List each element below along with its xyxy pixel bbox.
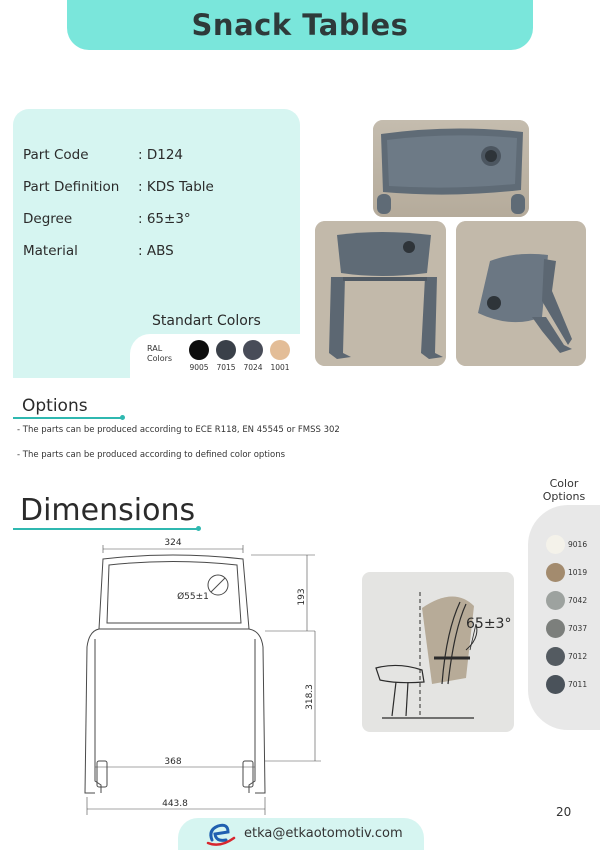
color-option-7012 [546,647,565,666]
color-options-panel [528,505,600,730]
swatch-code: 7015 [216,363,236,372]
color-option-7011 [546,675,565,694]
footer-email[interactable]: etka@etkaotomotiv.com [244,826,403,841]
dim-upper-height: 193 [297,588,307,606]
color-option-code: 1019 [568,568,588,577]
dim-lower-height: 318.3 [305,684,315,710]
swatch-code: 7024 [243,363,263,372]
swatch-7015 [216,340,236,360]
color-option-code: 7012 [568,652,588,661]
dim-top-width: 324 [164,538,182,548]
option-line: - The parts can be produced according to defined color options [17,450,286,460]
spec-value: : D124 [138,147,184,163]
page-title: Snack Tables [191,8,409,42]
dim-overall-width: 443.8 [162,799,188,809]
color-option-9016 [546,535,565,554]
swatch-1001 [270,340,290,360]
spec-label: Part Code [23,147,89,163]
standard-colors-title: Standart Colors [152,313,261,329]
page-number: 20 [556,805,572,819]
product-photo-side [456,221,586,366]
color-option-7037 [546,619,565,638]
color-option-code: 7042 [568,596,588,605]
options-underline [13,417,123,419]
color-option-7042 [546,591,565,610]
dimension-drawing [75,535,335,817]
standard-colors-box [130,334,300,378]
options-heading: Options [22,396,88,416]
spec-label: Material [23,243,78,259]
footer [178,818,424,850]
spec-value: : 65±3° [138,211,191,227]
dim-hole: Ø55±1 [177,592,209,602]
product-photo-front [373,120,529,217]
color-option-1019 [546,563,565,582]
etka-logo-icon [206,820,236,848]
title-banner [67,0,533,50]
spec-value: : ABS [138,243,174,259]
swatch-7024 [243,340,263,360]
dimensions-heading: Dimensions [20,493,196,528]
swatch-code: 1001 [270,363,290,372]
spec-label: Part Definition [23,179,120,195]
swatch-9005 [189,340,209,360]
angle-label: 65±3° [466,616,512,632]
ral-label: RAL Colors [147,344,173,363]
option-line: - The parts can be produced according to ECE R118, EN 45545 or FMSS 302 [17,425,340,435]
spec-label: Degree [23,211,73,227]
dim-inner-width: 368 [164,757,182,767]
swatch-code: 9005 [189,363,209,372]
product-photo-angle [315,221,446,366]
spec-value: : KDS Table [138,179,214,195]
color-option-code: 7011 [568,680,588,689]
color-option-code: 9016 [568,540,588,549]
color-option-code: 7037 [568,624,588,633]
dimensions-underline [13,528,199,530]
color-options-title: Color Options [542,477,586,503]
angle-diagram [362,572,514,732]
